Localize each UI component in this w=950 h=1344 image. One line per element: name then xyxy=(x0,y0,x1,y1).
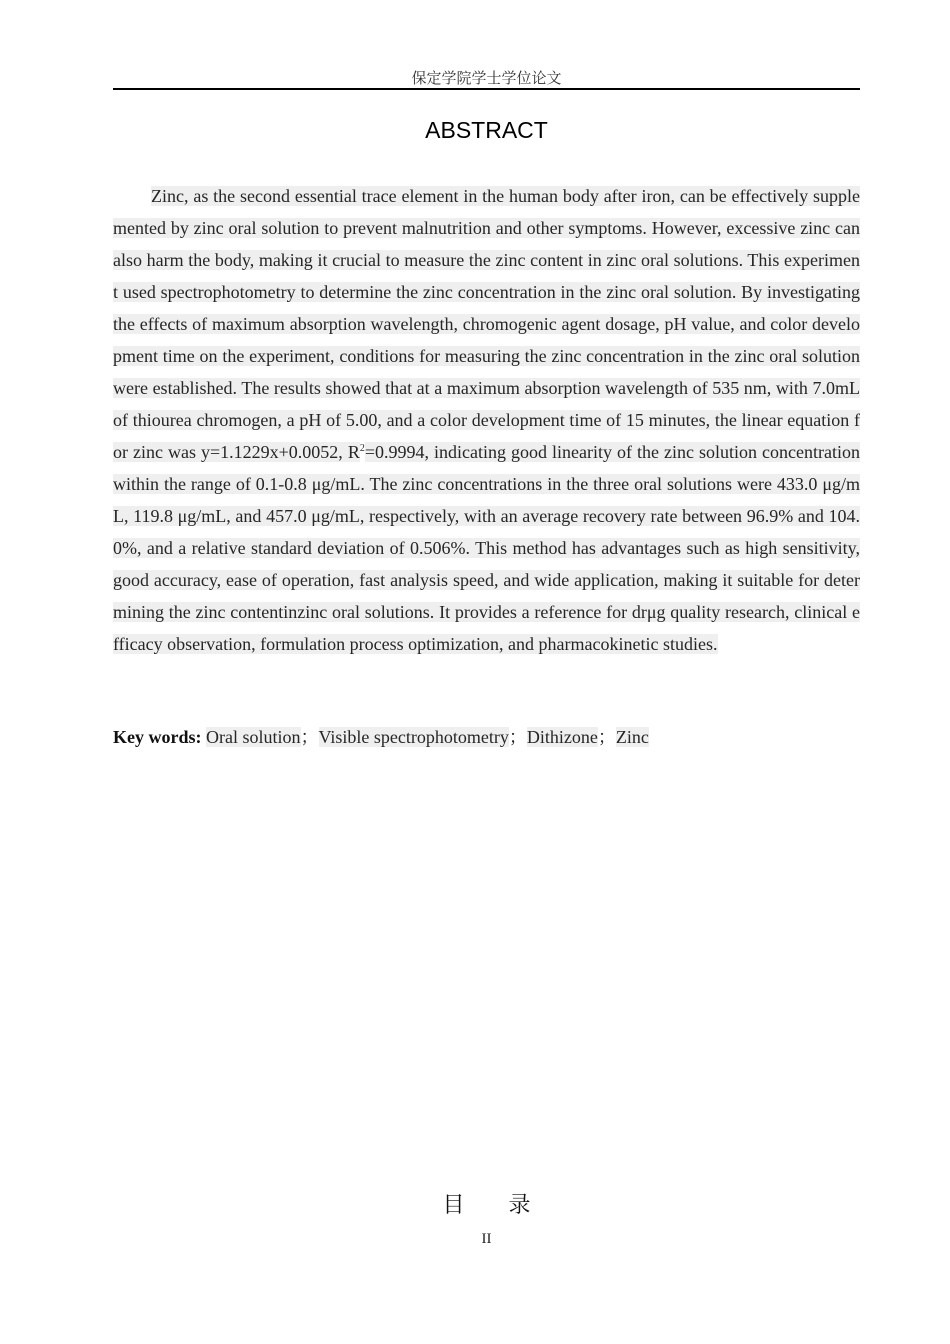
keyword-separator: ； xyxy=(300,727,319,747)
toc-heading: 目 录 xyxy=(442,1193,531,1218)
keywords-label: Key words: xyxy=(113,727,202,747)
keyword-item: Dithizone xyxy=(526,727,598,747)
abstract-text-part-1: Zinc, as the second essential trace element in the human body after iron, can be effectively supplemented by zinc oral solution to prevent malnutrition and other symptoms. However, excessive zinc can also harm the body, making it crucial to measure the zinc content in zinc oral solutions. This experiment used spectrophotometry to determine the zinc concentration in the zinc oral solution. By investigating the effects of maximum absorption wavelength, chromogenic agent dosage, pH value, and color development time on the experiment, conditions for measuring the zinc concentration in the zinc oral solution were established. The results showed that at a maximum absorption wavelength of 535 nm, with 7.0mL of thiourea chromogen, a pH of 5.00, and a color development time of 15 minutes, the linear equation for zinc was y=1.1229x+0.0052, R xyxy=(113,186,860,462)
keyword-item: Oral solution xyxy=(206,727,301,747)
abstract-paragraph xyxy=(113,180,860,660)
keywords-line xyxy=(113,722,860,752)
page-header xyxy=(113,68,860,90)
keyword-item: Visible spectrophotometry xyxy=(318,727,509,747)
keyword-separator: ； xyxy=(508,727,527,747)
abstract-heading: ABSTRACT xyxy=(425,117,548,143)
header-title: 保定学院学士学位论文 xyxy=(411,69,562,87)
keyword-separator: ； xyxy=(597,727,616,747)
r-squared-superscript: 2 xyxy=(359,443,365,454)
page-number: II xyxy=(481,1231,492,1247)
abstract-text-part-2: =0.9994, indicating good linearity of the zinc solution concentration within the range of 0.1-0.8 μg/mL. The zinc concentrations in the three oral solutions were 433.0 μg/mL, 119.8 μg/mL, and 457.0 μg/mL, respectively, with an average recovery rate between 96.9% and 104.0%, and a relative standard deviation of 0.506%. This method has advantages such as high sensitivity, good accuracy, ease of operation, fast analysis speed, and wide application, making it suitable for determining the zinc contentinzinc oral solutions. It provides a reference for drμg quality research, clinical efficacy observation, formulation process optimization, and pharmacokinetic studies. xyxy=(113,442,860,654)
keyword-item: Zinc xyxy=(615,727,649,747)
